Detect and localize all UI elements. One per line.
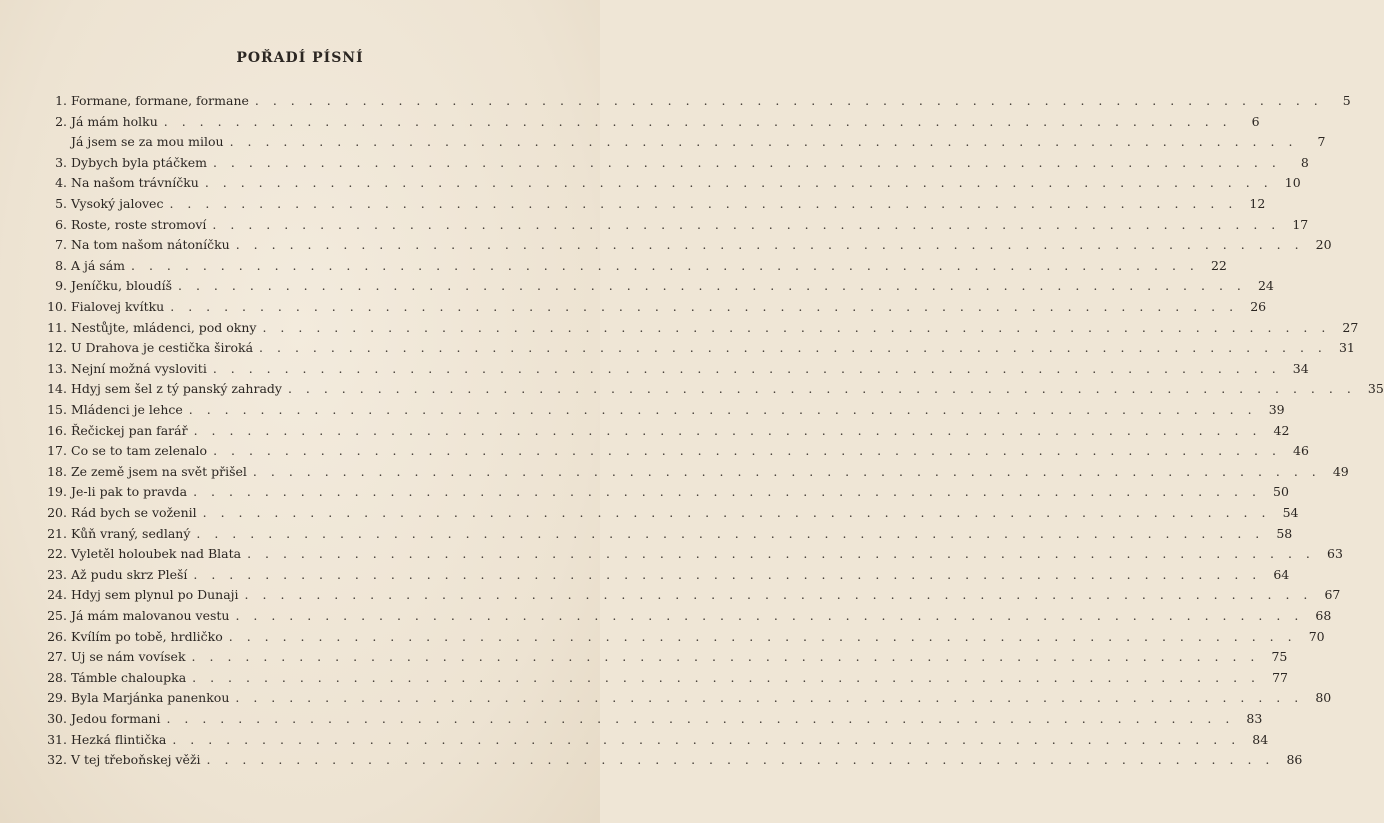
toc-entry-page: 86: [1286, 752, 1303, 768]
dot-leader: . . . . . . . . . . . . . . . . . . . . . . . . . . . . . . . . . . . . . . . . . . . . . . . . . . . . . . . . . . . .: [235, 608, 1304, 623]
dot-leader: . . . . . . . . . . . . . . . . . . . . . . . . . . . . . . . . . . . . . . . . . . . . . . . . . . . . . . . . . . . .: [247, 546, 1315, 562]
dot-leader: . . . . . . . . . . . . . . . . . . . . . . . . . . . . . . . . . . . . . . . . . . . . . . . . . . . . . . . . . . . .: [235, 237, 1304, 253]
dot-leader: . . . . . . . . . . . . . . . . . . . . . . . . . . . . . . . . . . . . . . . . . . . . . . . . . . . . . . . . . . . .: [193, 422, 1262, 438]
toc-entry-title: Fialovej kvítku: [71, 299, 165, 314]
toc-entry-title: Rád bych se voženil: [71, 505, 197, 520]
dot-leader: . . . . . . . . . . . . . . . . . . . . . . . . . . . . . . . . . . . . . . . . . . . . . . . . . . . . . . . . . . . .: [212, 216, 1281, 232]
toc-entry: [40, 503, 1299, 523]
dot-leader: . . . . . . . . . . . . . . . . . . . . . . . . . . . . . . . . . . . . . . . . . . . . . . . . . . . . . . . . . . . .: [206, 752, 1275, 768]
toc-entry-page: 68: [1315, 608, 1332, 623]
toc-entry: [40, 379, 1384, 399]
toc-entry-number: 31.: [47, 731, 67, 747]
toc-entry: [40, 194, 1266, 214]
toc-entry-page: 39: [1268, 402, 1285, 417]
toc-entry-number: 8.: [55, 257, 67, 273]
dot-leader: . . . . . . . . . . . . . . . . . . . . . . . . . . . . . . . . . . . . . . . . . . . . . . . . . . . . . . . . . . . .: [131, 257, 1199, 273]
toc-entry-title: Až pudu skrz Pleší: [71, 566, 188, 582]
toc-entry-page: 64: [1273, 566, 1290, 582]
toc-entry-title: Byla Marjánka panenkou: [71, 690, 230, 706]
toc-entry-title: Hezká flintička: [71, 731, 167, 747]
toc-entry: [40, 606, 1332, 626]
toc-entry-number: 19.: [47, 484, 67, 500]
toc-entry: [40, 318, 1359, 338]
dot-leader: . . . . . . . . . . . . . . . . . . . . . . . . . . . . . . . . . . . . . . . . . . . . . . . . . . . . . . . . . . . .: [259, 340, 1327, 356]
toc-entry-number: 7.: [55, 237, 67, 253]
toc-entry-page: 12: [1249, 196, 1266, 211]
toc-entry: [40, 297, 1267, 317]
toc-entry-title: U Drahova je cestička široká: [71, 340, 254, 356]
dot-leader: . . . . . . . . . . . . . . . . . . . . . . . . . . . . . . . . . . . . . . . . . . . . . . . . . . . . . . . . . . . .: [212, 154, 1281, 170]
toc-entry: [40, 709, 1263, 729]
toc-entry-page: 84: [1252, 731, 1269, 747]
toc-entry: [40, 688, 1332, 708]
toc-entry-title: V tej třeboňskej věži: [71, 752, 201, 768]
dot-leader: . . . . . . . . . . . . . . . . . . . . . . . . . . . . . . . . . . . . . . . . . . . . . . . . . . . . . . . . . . . .: [196, 525, 1265, 541]
dot-leader: . . . . . . . . . . . . . . . . . . . . . . . . . . . . . . . . . . . . . . . . . . . . . . . . . . . . . . . . . . . .: [229, 134, 1298, 150]
toc-entry-title: Támble chaloupka: [71, 669, 187, 685]
toc-entry-page: 10: [1284, 175, 1301, 191]
toc-entry-page: 5: [1342, 93, 1351, 108]
toc-entry-number: 20.: [47, 505, 67, 520]
toc-entry-number: 16.: [47, 422, 67, 438]
toc-entry: [40, 565, 1290, 585]
toc-entry-number: 21.: [47, 525, 67, 541]
toc-entry: [40, 400, 1285, 420]
toc-entry-page: 50: [1273, 484, 1289, 500]
toc-entry-title: Na našom trávníčku: [71, 175, 199, 191]
dot-leader: . . . . . . . . . . . . . . . . . . . . . . . . . . . . . . . . . . . . . . . . . . . . . . . . . . . . . . . . . . . .: [252, 463, 1321, 479]
page-title: POŘADÍ PÍSNÍ: [236, 50, 364, 66]
toc-entry-number: 25.: [47, 608, 67, 623]
toc-entry-page: 83: [1246, 711, 1263, 726]
toc-entry-title: Nejní možná vysloviti: [71, 360, 207, 376]
toc-entry-page: 75: [1271, 649, 1288, 665]
toc-entry-number: 32.: [47, 752, 67, 768]
toc-entry-page: 22: [1210, 257, 1227, 273]
toc-entry-title: Je-li pak to pravda: [71, 484, 188, 500]
toc-entry-page: 70: [1308, 628, 1325, 644]
toc-entry-page: 24: [1257, 278, 1274, 294]
dot-leader: . . . . . . . . . . . . . . . . . . . . . . . . . . . . . . . . . . . . . . . . . . . . . . . . . . . . . . . . . . . .: [178, 278, 1246, 294]
toc-entry-number: 24.: [47, 587, 67, 603]
toc-entry-number: 27.: [47, 649, 67, 665]
toc-entry: [40, 544, 1343, 564]
toc-entry-title: Roste, roste stromoví: [71, 216, 207, 232]
dot-leader: . . . . . . . . . . . . . . . . . . . . . . . . . . . . . . . . . . . . . . . . . . . . . . . . . . . . . . . . . . . .: [202, 505, 1271, 520]
toc-entry-number: 13.: [47, 360, 67, 376]
toc-entry-number: 23.: [47, 566, 67, 582]
toc-entry-number: 9.: [55, 278, 67, 294]
toc-entry-page: 34: [1292, 360, 1309, 376]
dot-leader: . . . . . . . . . . . . . . . . . . . . . . . . . . . . . . . . . . . . . . . . . . . . . . . . . . . . . . . . . . . .: [287, 381, 1356, 397]
toc-entry-title: Kůň vraný, sedlaný: [71, 525, 191, 541]
toc-entry-number: 30.: [47, 711, 67, 726]
dot-leader: . . . . . . . . . . . . . . . . . . . . . . . . . . . . . . . . . . . . . . . . . . . . . . . . . . . . . . . . . . . .: [244, 587, 1313, 603]
toc-entry-page: 6: [1251, 113, 1260, 129]
toc-entry: [40, 256, 1227, 276]
toc-entry-number: 2.: [55, 113, 67, 129]
toc-entry-number: 4.: [55, 175, 67, 191]
toc-entry: [40, 215, 1309, 235]
toc-entry-page: 20: [1315, 237, 1332, 253]
dot-leader: . . . . . . . . . . . . . . . . . . . . . . . . . . . . . . . . . . . . . . . . . . . . . . . . . . . . . . . . . . . .: [172, 731, 1241, 747]
dot-leader: . . . . . . . . . . . . . . . . . . . . . . . . . . . . . . . . . . . . . . . . . . . . . . . . . . . . . . . . . . . .: [262, 319, 1331, 335]
toc-entry-page: 7: [1317, 134, 1326, 150]
toc-entry-number: 18.: [47, 463, 67, 479]
dot-leader: . . . . . . . . . . . . . . . . . . . . . . . . . . . . . . . . . . . . . . . . . . . . . . . . . . . . . . . . . . . .: [163, 113, 1232, 129]
toc-entry: [40, 132, 1326, 152]
toc-entry-number: 22.: [47, 546, 67, 562]
toc-entry-title: Co se to tam zelenalo: [71, 443, 208, 459]
toc-entry-number: 5.: [55, 196, 67, 211]
toc-entry: [40, 750, 1303, 770]
toc-entry-page: 63: [1327, 546, 1343, 562]
dot-leader: . . . . . . . . . . . . . . . . . . . . . . . . . . . . . . . . . . . . . . . . . . . . . . . . . . . . . . . . . . . .: [192, 669, 1260, 685]
toc-entry: [40, 112, 1260, 132]
toc-entry-number: 1.: [55, 93, 67, 108]
toc-entry-number: 29.: [47, 690, 67, 706]
dot-leader: . . . . . . . . . . . . . . . . . . . . . . . . . . . . . . . . . . . . . . . . . . . . . . . . . . . . . . . . . . . .: [213, 443, 1281, 459]
toc-entry-title: Na tom našom nátoníčku: [71, 237, 230, 253]
toc-entry-title: A já sám: [71, 257, 126, 273]
toc-entry: [40, 647, 1288, 667]
dot-leader: . . . . . . . . . . . . . . . . . . . . . . . . . . . . . . . . . . . . . . . . . . . . . . . . . . . . . . . . . . . .: [193, 566, 1262, 582]
toc-entry-number: 28.: [47, 669, 67, 685]
toc-entry: [40, 668, 1288, 688]
toc-entry: [40, 730, 1269, 750]
toc-entry: [40, 173, 1301, 193]
toc-entry-page: 54: [1282, 505, 1299, 520]
toc-entry: [40, 235, 1332, 255]
dot-leader: . . . . . . . . . . . . . . . . . . . . . . . . . . . . . . . . . . . . . . . . . . . . . . . . . . . . . . . . . . . .: [254, 93, 1323, 108]
toc-entry-number: 6.: [55, 216, 67, 232]
toc-entry-number: 14.: [47, 381, 67, 397]
toc-entry-page: 8: [1300, 154, 1309, 170]
toc-entry-page: 26: [1250, 299, 1267, 314]
toc-entry-title: Hdyj sem plynul po Dunaji: [71, 587, 239, 603]
toc-entry-page: 17: [1292, 216, 1309, 232]
toc-entry-title: Hdyj sem šel z tý panský zahrady: [71, 381, 282, 397]
toc-entry-number: 15.: [47, 402, 67, 417]
toc-entry: [40, 91, 1351, 111]
toc-entry-page: 67: [1324, 587, 1341, 603]
toc-entry-title: Kvílím po tobě, hrdličko: [71, 628, 223, 644]
toc-entry-title: Vyletěl holoubek nad Blata: [71, 546, 242, 562]
toc-entry-title: Ze země jsem na svět přišel: [71, 463, 247, 479]
toc-entry: [40, 441, 1309, 461]
toc-entry-page: 49: [1332, 463, 1349, 479]
toc-entry-page: 77: [1272, 669, 1288, 685]
dot-leader: . . . . . . . . . . . . . . . . . . . . . . . . . . . . . . . . . . . . . . . . . . . . . . . . . . . . . . . . . . . .: [212, 360, 1281, 376]
toc-entry: [40, 359, 1309, 379]
toc-entry-title: Nestůjte, mládenci, pod okny: [71, 319, 257, 335]
dot-leader: . . . . . . . . . . . . . . . . . . . . . . . . . . . . . . . . . . . . . . . . . . . . . . . . . . . . . . . . . . . .: [170, 299, 1239, 314]
dot-leader: . . . . . . . . . . . . . . . . . . . . . . . . . . . . . . . . . . . . . . . . . . . . . . . . . . . . . . . . . . . .: [204, 175, 1273, 191]
toc-entry-title: Jeníčku, bloudíš: [71, 278, 173, 294]
toc-entry: [40, 462, 1349, 482]
toc-entry-number: 10.: [47, 299, 67, 314]
toc-entry-title: Já jsem se za mou milou: [71, 134, 224, 150]
toc-entry-number: 17.: [47, 443, 67, 459]
toc-entry-number: 11.: [47, 319, 67, 335]
toc-entry-page: 27: [1342, 319, 1359, 335]
toc-entry-title: Já mám malovanou vestu: [71, 608, 230, 623]
toc-entry-title: Uj se nám vovísek: [71, 649, 186, 665]
toc-entry: [40, 421, 1290, 441]
toc-entry-title: Já mám holku: [71, 113, 158, 129]
toc-entry-number: 3.: [55, 154, 67, 170]
dot-leader: . . . . . . . . . . . . . . . . . . . . . . . . . . . . . . . . . . . . . . . . . . . . . . . . . . . . . . . . . . . .: [188, 402, 1257, 417]
toc-entry-title: Mládenci je lehce: [71, 402, 183, 417]
toc-entry-number: 26.: [47, 628, 67, 644]
dot-leader: . . . . . . . . . . . . . . . . . . . . . . . . . . . . . . . . . . . . . . . . . . . . . . . . . . . . . . . . . . . .: [169, 196, 1238, 211]
toc-entry-title: Jedou formani: [71, 711, 161, 726]
toc-entry: [40, 585, 1341, 605]
toc-entry: [40, 338, 1355, 358]
toc-entry-page: 42: [1273, 422, 1290, 438]
dot-leader: . . . . . . . . . . . . . . . . . . . . . . . . . . . . . . . . . . . . . . . . . . . . . . . . . . . . . . . . . . . .: [166, 711, 1235, 726]
toc-entry-page: 46: [1293, 443, 1309, 459]
toc-entry: [40, 153, 1309, 173]
toc-entry-page: 58: [1276, 525, 1293, 541]
toc-entry: [40, 482, 1289, 502]
toc-entry-title: Formane, formane, formane: [71, 93, 249, 108]
toc-entry: [40, 627, 1325, 647]
dot-leader: . . . . . . . . . . . . . . . . . . . . . . . . . . . . . . . . . . . . . . . . . . . . . . . . . . . . . . . . . . . .: [228, 628, 1297, 644]
toc-entry: [40, 276, 1274, 296]
dot-leader: . . . . . . . . . . . . . . . . . . . . . . . . . . . . . . . . . . . . . . . . . . . . . . . . . . . . . . . . . . . .: [235, 690, 1304, 706]
dot-leader: . . . . . . . . . . . . . . . . . . . . . . . . . . . . . . . . . . . . . . . . . . . . . . . . . . . . . . . . . . . .: [191, 649, 1260, 665]
toc-entry-number: 12.: [47, 340, 67, 356]
toc-entry-page: 80: [1315, 690, 1332, 706]
toc-entry: [40, 524, 1293, 544]
toc-entry-page: 31: [1338, 340, 1355, 356]
toc-entry-title: Vysoký jalovec: [71, 196, 164, 211]
toc-entry-title: Dybych byla ptáčkem: [71, 154, 207, 170]
dot-leader: . . . . . . . . . . . . . . . . . . . . . . . . . . . . . . . . . . . . . . . . . . . . . . . . . . . . . . . . . . . .: [193, 484, 1261, 500]
toc-entry-page: 35: [1367, 381, 1384, 397]
toc-entry-title: Řečickej pan farář: [71, 422, 188, 438]
